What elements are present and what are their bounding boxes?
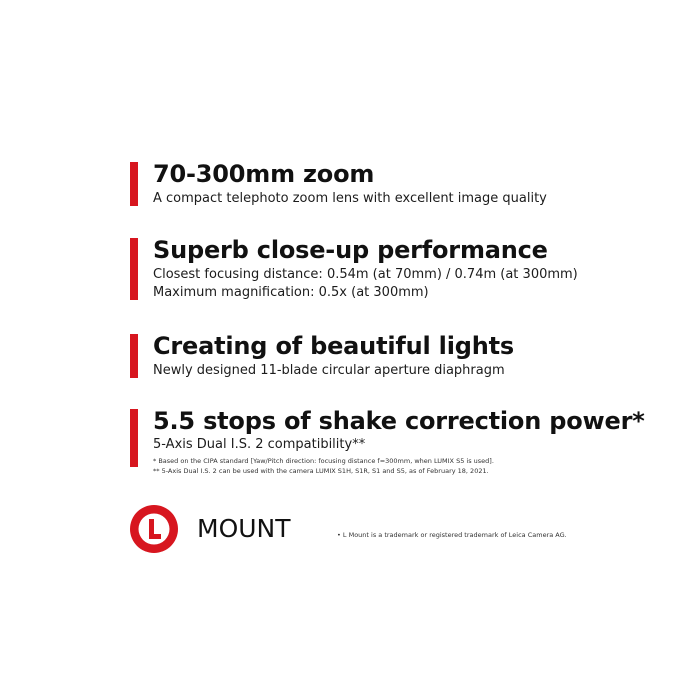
feature-text bbox=[153, 160, 693, 208]
feature-description: Maximum magnification: 0.5x (at 300mm) bbox=[153, 285, 429, 300]
footnote: * Based on the CIPA standard [Yaw/Pitch direction: focusing distance f=300mm, when LUMIX S5 is used]. bbox=[153, 457, 494, 465]
feature-description: Closest focusing distance: 0.54m (at 70mm) / 0.74m (at 300mm) bbox=[153, 267, 578, 282]
feature-text bbox=[153, 236, 693, 302]
accent-bar bbox=[130, 334, 138, 378]
feature-description: 5-Axis Dual I.S. 2 compatibility** bbox=[153, 437, 366, 452]
accent-bar bbox=[130, 409, 138, 467]
footnote: ** 5-Axis Dual I.S. 2 can be used with the camera LUMIX S1H, S1R, S1 and S5, as of February 18, 2021. bbox=[153, 467, 489, 475]
feature-heading: Superb close-up performance bbox=[153, 236, 548, 264]
mount-word: MOUNT bbox=[197, 514, 291, 543]
feature-description: Newly designed 11-blade circular aperture diaphragm bbox=[153, 363, 505, 378]
l-mount-logo-icon bbox=[130, 505, 178, 553]
feature-text bbox=[153, 332, 693, 380]
feature-text bbox=[153, 407, 693, 476]
accent-bar bbox=[130, 238, 138, 300]
accent-bar bbox=[130, 162, 138, 206]
feature-heading: 70-300mm zoom bbox=[153, 160, 375, 188]
footnotes bbox=[153, 456, 693, 476]
feature-heading: Creating of beautiful lights bbox=[153, 332, 514, 360]
feature-description: A compact telephoto zoom lens with excellent image quality bbox=[153, 191, 547, 206]
feature-heading: 5.5 stops of shake correction power* bbox=[153, 407, 645, 435]
trademark-note: • L Mount is a trademark or registered trademark of Leica Camera AG. bbox=[337, 531, 567, 539]
